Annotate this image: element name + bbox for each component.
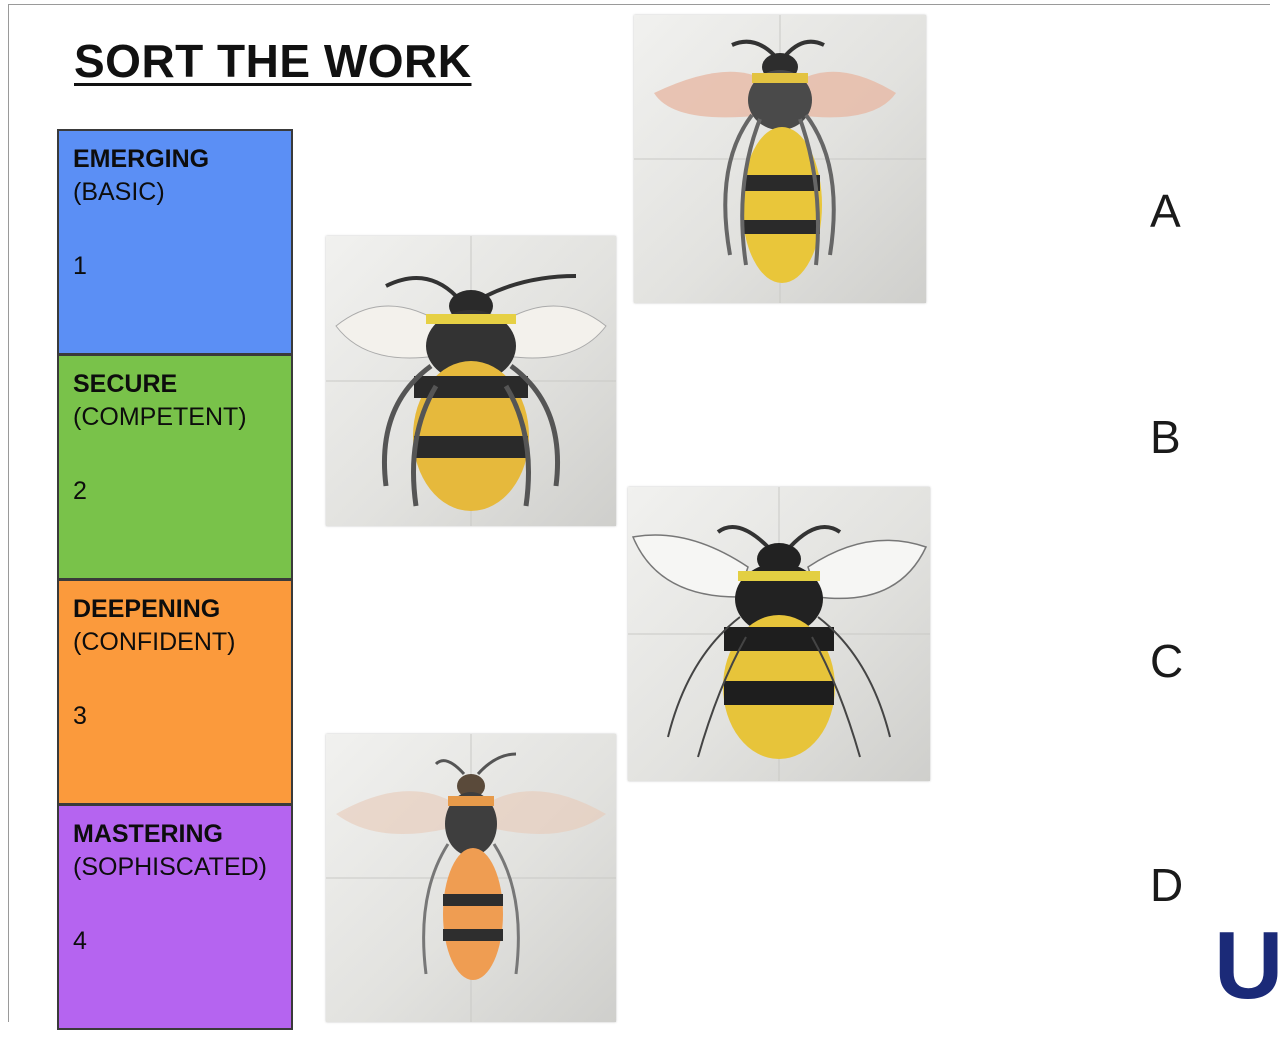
level-name: MASTERING	[73, 820, 223, 848]
level-deepening	[57, 580, 293, 805]
level-mastering	[57, 805, 293, 1030]
bee-illustration	[628, 487, 930, 781]
bee-illustration	[326, 236, 616, 526]
level-key	[57, 129, 293, 1030]
level-number: 2	[73, 477, 87, 505]
level-name: EMERGING	[73, 145, 210, 173]
level-description: (SOPHISCATED)	[73, 852, 267, 881]
bee-illustration	[326, 734, 616, 1022]
level-number: 1	[73, 252, 87, 280]
level-emerging	[57, 129, 293, 355]
option-letter-b: B	[1150, 411, 1181, 463]
level-name: SECURE	[73, 370, 178, 398]
level-secure	[57, 355, 293, 580]
bee-drawing-c	[628, 487, 930, 781]
level-description: (CONFIDENT)	[73, 627, 236, 656]
page-title: SORT THE WORK	[74, 35, 472, 87]
option-letter-a: A	[1150, 185, 1181, 237]
option-letter-c: C	[1150, 635, 1184, 687]
bee-drawing-d	[326, 734, 616, 1022]
level-description: (COMPETENT)	[73, 402, 247, 431]
bee-drawing-b	[326, 236, 616, 526]
level-number: 3	[73, 702, 87, 730]
level-name: DEEPENING	[73, 595, 221, 623]
level-description: (BASIC)	[73, 177, 165, 206]
bee-illustration	[634, 15, 926, 303]
option-letter-d: D	[1150, 859, 1184, 911]
level-number: 4	[73, 927, 87, 955]
brand-fragment: U	[1214, 912, 1283, 1019]
bee-drawing-a	[634, 15, 926, 303]
